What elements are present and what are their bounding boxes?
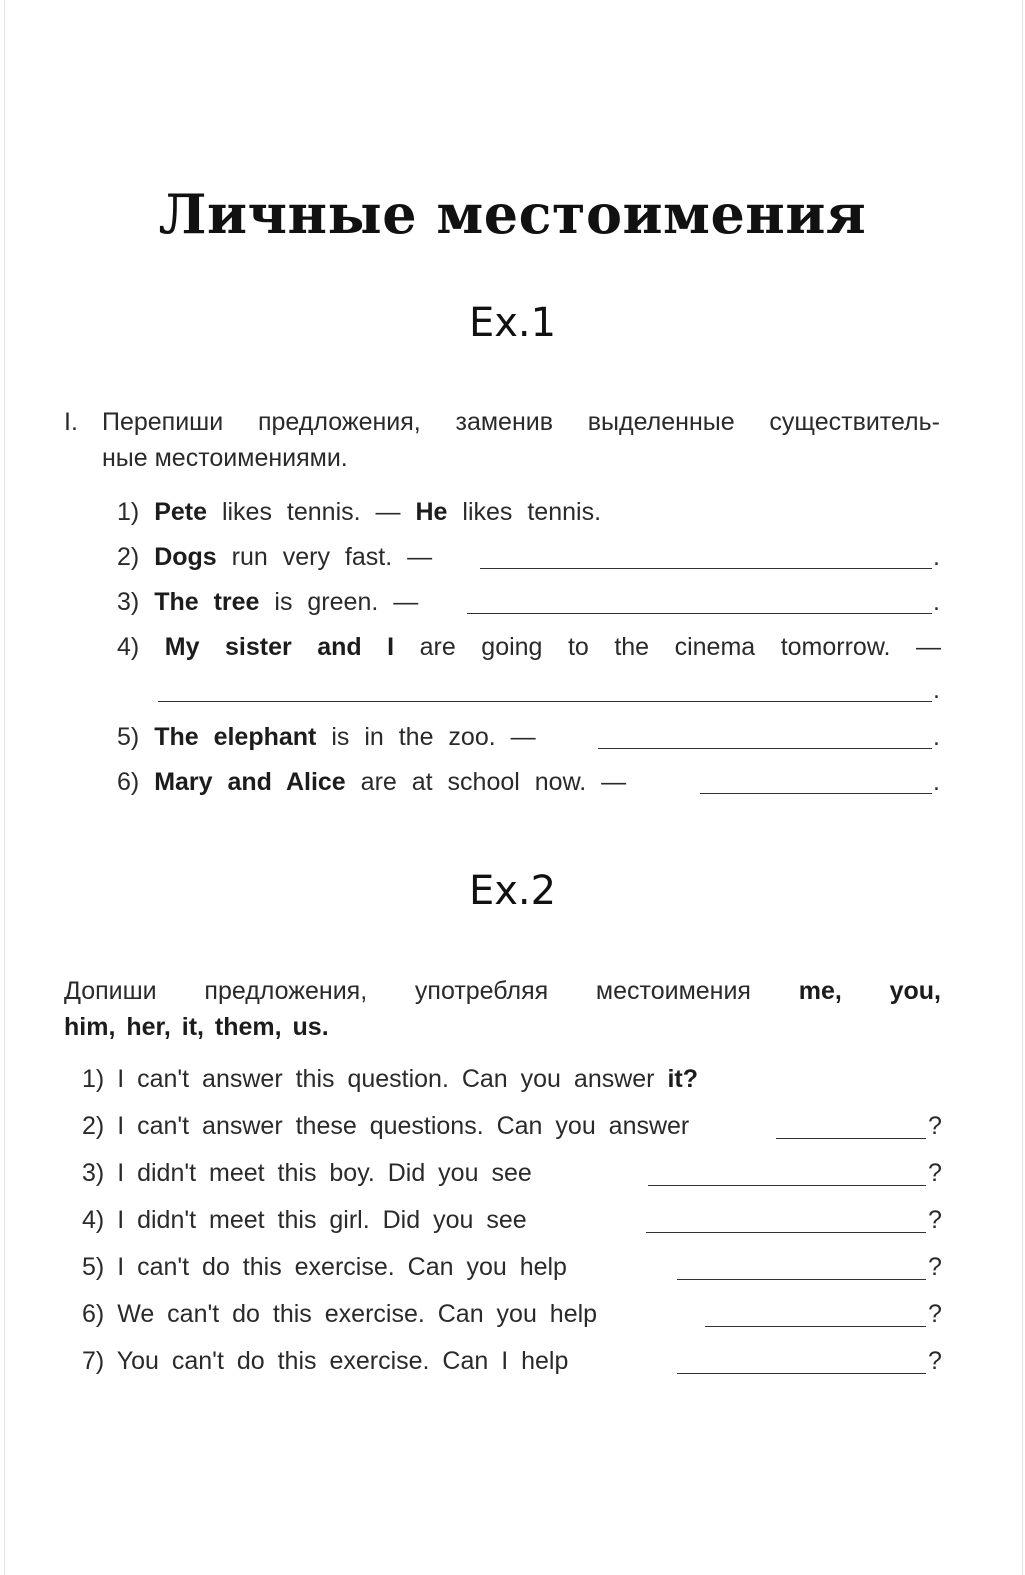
item-number: 6) [82, 1300, 105, 1328]
ex2-item-6 [82, 1300, 597, 1329]
item-number: 7) [82, 1347, 105, 1375]
item-dash: — [510, 723, 536, 751]
item-number: 4) [82, 1206, 105, 1234]
ex1-item-6-period: . [933, 768, 940, 796]
ex1-item-3-answer-blank[interactable] [467, 613, 932, 614]
item-number: 1) [117, 498, 140, 526]
instruction-pronouns: me, you, [798, 977, 941, 1005]
item-number: 2) [117, 543, 140, 571]
item-bold-noun: The elephant [154, 723, 317, 751]
item-answer-pronoun: He [415, 498, 448, 526]
exercise-1-number: I. [64, 408, 78, 436]
item-bold-noun: Dogs [154, 543, 217, 571]
item-bold-noun: Pete [154, 498, 207, 526]
ex1-item-2-answer-blank[interactable] [480, 568, 932, 569]
ex2-item-4-question-mark: ? [928, 1206, 942, 1234]
ex2-item-3 [82, 1159, 532, 1188]
exercise-2-label: Ex.2 [468, 868, 557, 914]
item-number: 4) [117, 633, 140, 661]
exercise-1-label: Ex.1 [468, 300, 557, 346]
item-text: I can't do this exercise. Can you help [117, 1253, 567, 1281]
ex2-item-6-question-mark: ? [928, 1300, 942, 1328]
ex1-item-3 [117, 588, 418, 617]
item-number: 2) [82, 1112, 105, 1140]
ex2-item-5-question-mark: ? [928, 1253, 942, 1281]
item-dash: — [915, 633, 941, 661]
ex2-item-7 [82, 1347, 568, 1376]
item-dash: — [407, 543, 433, 571]
item-text: is in the zoo. [331, 723, 496, 751]
item-number: 6) [117, 768, 140, 796]
item-text: We can't do this exercise. Can you help [117, 1300, 598, 1328]
item-text: I can't answer these questions. Can you answer [117, 1112, 690, 1140]
item-number: 1) [82, 1065, 105, 1093]
item-text: You can't do this exercise. Can I help [116, 1347, 569, 1375]
item-text: is green. [274, 588, 379, 616]
exercise-2-instruction-line2: him, her, it, them, us. [64, 1013, 329, 1041]
item-answer: it? [667, 1065, 698, 1093]
item-text: are going to the cinema tomorrow. [419, 633, 891, 661]
ex1-item-5-period: . [933, 723, 940, 751]
ex2-item-3-question-mark: ? [928, 1159, 942, 1187]
exercise-1-instruction-line2: ные местоимениями. [102, 444, 348, 472]
item-text: I didn't meet this girl. Did you see [117, 1206, 527, 1234]
ex2-item-1 [82, 1065, 698, 1094]
item-number: 3) [117, 588, 140, 616]
ex2-item-5-answer-blank[interactable] [677, 1279, 926, 1280]
item-dash: — [375, 498, 401, 526]
ex1-item-4 [117, 633, 941, 662]
item-text: run very fast. [231, 543, 393, 571]
page-title: Личные местоимения [158, 182, 867, 246]
exercise-1-instruction-line1: Перепиши предложения, заменив выделенные существитель- [102, 408, 940, 436]
item-number: 5) [82, 1253, 105, 1281]
ex2-item-2-question-mark: ? [928, 1112, 942, 1140]
ex2-item-5 [82, 1253, 567, 1282]
ex2-item-6-answer-blank[interactable] [705, 1326, 926, 1327]
instruction-text: Допиши предложения, употребляя местоимения [64, 977, 751, 1005]
ex2-item-4-answer-blank[interactable] [646, 1232, 926, 1233]
item-text: are at school now. [360, 768, 587, 796]
ex1-item-6 [117, 768, 626, 797]
item-dash: — [601, 768, 627, 796]
ex1-item-5-answer-blank[interactable] [598, 748, 932, 749]
ex2-item-7-answer-blank[interactable] [677, 1373, 926, 1374]
ex1-item-6-answer-blank[interactable] [700, 793, 932, 794]
ex2-item-4 [82, 1206, 527, 1235]
item-text: I can't answer this question. Can you answer [117, 1065, 655, 1093]
item-answer-text: likes tennis. [462, 498, 602, 526]
item-number: 5) [117, 723, 140, 751]
ex1-item-2 [117, 543, 432, 572]
item-bold-noun: My sister and I [164, 633, 395, 661]
ex1-item-1 [117, 498, 601, 527]
ex2-item-2-answer-blank[interactable] [776, 1138, 926, 1139]
item-bold-noun: The tree [154, 588, 260, 616]
ex2-item-2 [82, 1112, 689, 1141]
item-text: I didn't meet this boy. Did you see [117, 1159, 532, 1187]
ex1-item-2-period: . [933, 543, 940, 571]
ex2-item-3-answer-blank[interactable] [648, 1185, 926, 1186]
ex1-item-3-period: . [933, 588, 940, 616]
ex1-item-5 [117, 723, 536, 752]
item-bold-noun: Mary and Alice [154, 768, 346, 796]
item-number: 3) [82, 1159, 105, 1187]
item-text: likes tennis. [221, 498, 361, 526]
ex1-item-4-period: . [933, 676, 940, 704]
ex2-item-7-question-mark: ? [928, 1347, 942, 1375]
ex1-item-4-answer-blank[interactable] [158, 701, 932, 702]
exercise-2-instruction-line1 [64, 977, 941, 1006]
item-dash: — [393, 588, 419, 616]
